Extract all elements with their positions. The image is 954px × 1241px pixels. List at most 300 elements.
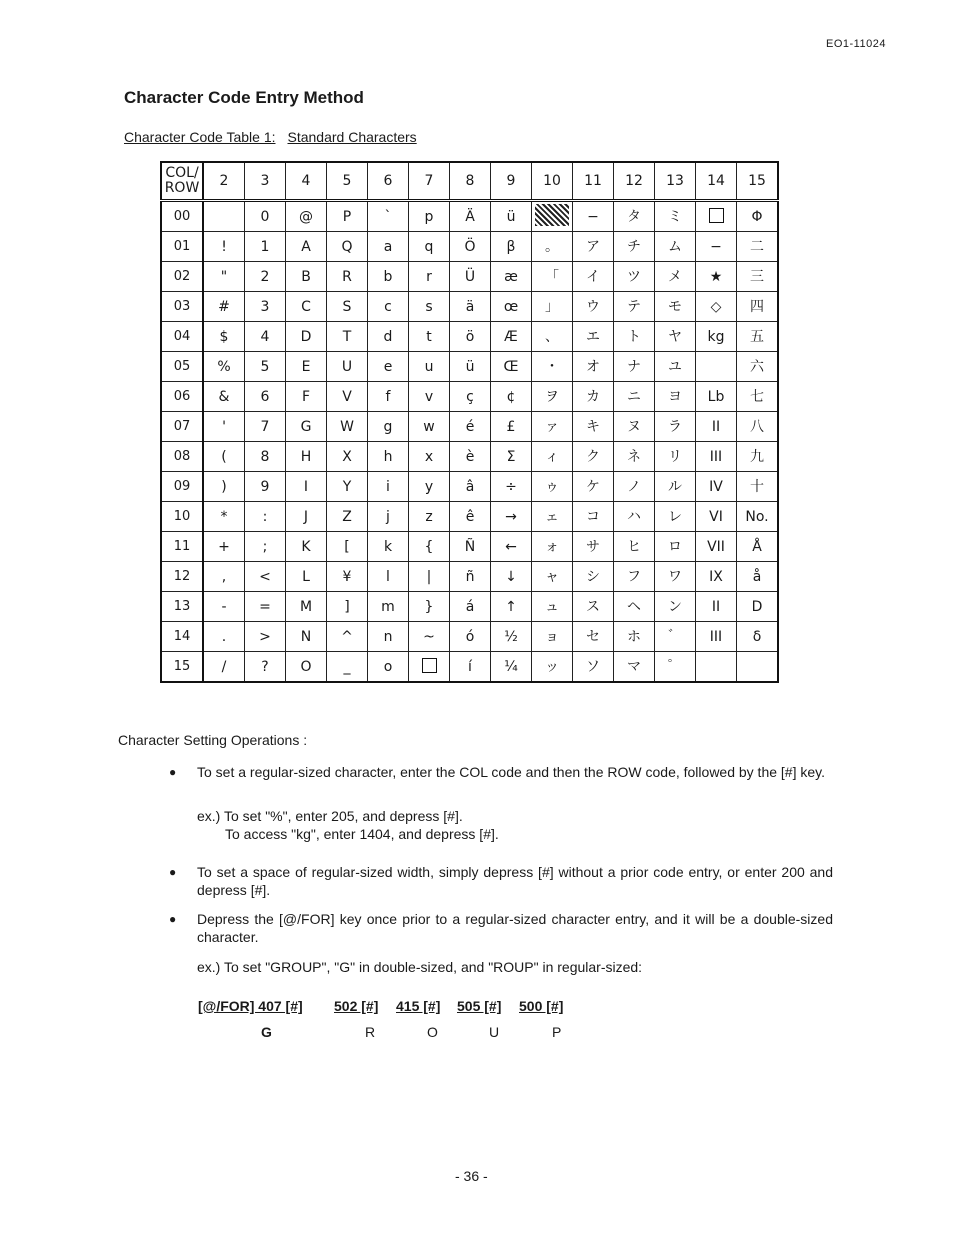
char-cell: , [203,562,245,592]
char-cell: [ [327,532,368,562]
char-cell: 。 [532,232,573,262]
char-cell: キ [573,412,614,442]
char-cell: 五 [737,322,779,352]
char-cell: ~ [409,622,450,652]
table-caption-name: Standard Characters [287,129,417,145]
char-cell: VI [696,502,737,532]
table-row [161,472,778,502]
char-cell: ス [573,592,614,622]
char-cell: ・ [532,352,573,382]
char-cell: イ [573,262,614,292]
char-cell: 7 [245,412,286,442]
char-cell: n [368,622,409,652]
char-cell: Ä [450,201,491,232]
row-header: 13 [161,592,203,622]
table-header-row [161,162,778,201]
char-cell: III [696,622,737,652]
char-cell: 0 [245,201,286,232]
row-header: 00 [161,201,203,232]
corner-col-label: COL/ [165,164,199,181]
char-cell: ツ [614,262,655,292]
char-cell: : [245,502,286,532]
char-cell: 三 [737,262,779,292]
column-header: 13 [655,162,696,201]
char-cell: V [327,382,368,412]
char-cell: A [286,232,327,262]
char-cell: d [368,322,409,352]
corner-row-label: ROW [164,180,200,196]
char-cell: m [368,592,409,622]
page-number: - 36 - [455,1168,488,1184]
char-cell: ) [203,472,245,502]
char-cell: テ [614,292,655,322]
row-header: 05 [161,352,203,382]
column-header: 3 [245,162,286,201]
row-header: 02 [161,262,203,292]
char-cell: VII [696,532,737,562]
char-cell [696,652,737,683]
char-cell: ä [450,292,491,322]
char-cell: K [286,532,327,562]
char-cell: Å [737,532,779,562]
char-cell: ト [614,322,655,352]
char-cell: 2 [245,262,286,292]
letter-g: G [261,1024,272,1040]
char-cell: ★ [696,262,737,292]
char-cell: 六 [737,352,779,382]
char-cell: 6 [245,382,286,412]
char-cell: 二 [737,232,779,262]
table-row [161,201,778,232]
char-cell: ホ [614,622,655,652]
column-header: 8 [450,162,491,201]
char-cell: q [409,232,450,262]
char-cell: Æ [491,322,532,352]
char-cell: Φ [737,201,779,232]
char-cell: æ [491,262,532,292]
table-row [161,652,778,683]
char-cell: カ [573,382,614,412]
table-row [161,382,778,412]
char-cell: £ [491,412,532,442]
char-cell: H [286,442,327,472]
char-cell: ゛ [655,622,696,652]
char-cell: Q [327,232,368,262]
char-cell: ォ [532,532,573,562]
table-row [161,502,778,532]
bullet-text: Depress the [@/FOR] key once prior to a regular-sized character entry, and it will be a double-sized character. [197,911,833,945]
char-cell: ó [450,622,491,652]
char-cell: Z [327,502,368,532]
char-cell: | [409,562,450,592]
char-cell: X [327,442,368,472]
char-cell: IX [696,562,737,592]
char-cell: . [203,622,245,652]
bullet-regular-size [169,763,833,781]
char-cell: s [409,292,450,322]
char-cell: ç [450,382,491,412]
char-cell: δ [737,622,779,652]
char-cell: " [203,262,245,292]
char-cell: ネ [614,442,655,472]
document-id: EO1-11024 [826,38,886,50]
char-cell: - [203,592,245,622]
char-cell: 七 [737,382,779,412]
char-cell: ヤ [655,322,696,352]
example-line: To access "kg", enter 1404, and depress [#]. [225,826,499,842]
char-cell: III [696,442,737,472]
char-cell: ゥ [532,472,573,502]
letter-p: P [552,1024,562,1040]
char-cell: Y [327,472,368,502]
char-cell: ム [655,232,696,262]
char-cell: ヌ [614,412,655,442]
char-cell: f [368,382,409,412]
char-cell: ` [368,201,409,232]
char-cell: ソ [573,652,614,683]
char-cell: C [286,292,327,322]
char-cell: セ [573,622,614,652]
char-cell [696,352,737,382]
char-cell: ュ [532,592,573,622]
char-cell: IV [696,472,737,502]
char-cell: ク [573,442,614,472]
table-row [161,592,778,622]
char-cell: 、 [532,322,573,352]
char-cell: u [409,352,450,382]
char-cell: 8 [245,442,286,472]
table-caption [124,129,417,145]
char-cell: v [409,382,450,412]
char-cell: N [286,622,327,652]
char-cell: マ [614,652,655,683]
table-corner-cell [161,162,203,201]
char-cell: ェ [532,502,573,532]
char-cell: ¥ [327,562,368,592]
key-entry: [@/FOR] 407 [#] [198,998,303,1014]
char-cell: 1 [245,232,286,262]
char-cell: ê [450,502,491,532]
char-cell: 四 [737,292,779,322]
row-header: 14 [161,622,203,652]
char-cell: II [696,592,737,622]
char-cell: o [368,652,409,683]
char-cell: é [450,412,491,442]
char-cell: l [368,562,409,592]
column-header: 14 [696,162,737,201]
char-cell: β [491,232,532,262]
char-cell: t [409,322,450,352]
char-cell: p [409,201,450,232]
key-entry: 500 [#] [519,998,564,1014]
table-row [161,562,778,592]
table-row [161,532,778,562]
char-cell: ウ [573,292,614,322]
row-header: 07 [161,412,203,442]
char-cell: ÷ [491,472,532,502]
bullet-icon: ● [169,765,177,779]
char-cell: z [409,502,450,532]
char-cell: − [573,201,614,232]
char-cell: チ [614,232,655,262]
operations-heading: Character Setting Operations : [118,732,308,748]
char-cell: ^ [327,622,368,652]
char-cell: フ [614,562,655,592]
box-glyph [409,652,450,683]
char-cell: ン [655,592,696,622]
table-row [161,352,778,382]
example-line: ex.) To set "%", enter 205, and depress [#]. [197,808,463,824]
table-row [161,412,778,442]
char-cell: ' [203,412,245,442]
char-cell: 9 [245,472,286,502]
char-cell: ロ [655,532,696,562]
char-cell: Lb [696,382,737,412]
char-cell: Ö [450,232,491,262]
char-cell: r [409,262,450,292]
column-header: 15 [737,162,779,201]
char-cell: Ñ [450,532,491,562]
char-cell: M [286,592,327,622]
row-header: 15 [161,652,203,683]
char-cell: コ [573,502,614,532]
char-cell: B [286,262,327,292]
char-cell: < [245,562,286,592]
char-cell: エ [573,322,614,352]
char-cell: − [696,232,737,262]
char-cell: ö [450,322,491,352]
char-cell: ケ [573,472,614,502]
row-header: 10 [161,502,203,532]
key-entry: 502 [#] [334,998,379,1014]
char-cell: R [327,262,368,292]
char-cell: ← [491,532,532,562]
char-cell: J [286,502,327,532]
char-cell: Σ [491,442,532,472]
char-cell: 十 [737,472,779,502]
char-cell: W [327,412,368,442]
char-cell: 「 [532,262,573,292]
char-cell: ! [203,232,245,262]
table-row [161,442,778,472]
bullet-text: To set a space of regular-sized width, simply depress [#] without a prior code entry, or enter 200 and depress [#]. [197,864,833,898]
char-cell: ゜ [655,652,696,683]
char-cell: c [368,292,409,322]
char-cell: ¼ [491,652,532,683]
char-cell: ½ [491,622,532,652]
char-cell [737,652,779,683]
column-header: 9 [491,162,532,201]
table-row [161,232,778,262]
char-cell: ñ [450,562,491,592]
char-cell: + [203,532,245,562]
letter-r: R [365,1024,376,1040]
char-cell: w [409,412,450,442]
example-line: ex.) To set "GROUP", "G" in double-sized, and "ROUP" in regular-sized: [197,959,643,975]
char-cell: D [286,322,327,352]
char-cell: ヨ [655,382,696,412]
char-cell: L [286,562,327,592]
char-cell: 」 [532,292,573,322]
char-cell: ; [245,532,286,562]
char-cell: b [368,262,409,292]
char-cell: @ [286,201,327,232]
char-cell: > [245,622,286,652]
char-cell: ? [245,652,286,683]
char-cell: í [450,652,491,683]
char-cell: P [327,201,368,232]
bullet-double-size [169,910,833,946]
bullet-text: To set a regular-sized character, enter the COL code and then the ROW code, followed by the [#] key. [197,764,826,780]
row-header: 12 [161,562,203,592]
column-header: 6 [368,162,409,201]
char-cell: ↓ [491,562,532,592]
char-cell: ニ [614,382,655,412]
char-cell: œ [491,292,532,322]
char-cell: D [737,592,779,622]
char-cell: h [368,442,409,472]
table-row [161,262,778,292]
char-cell: y [409,472,450,502]
char-cell: ] [327,592,368,622]
char-cell: F [286,382,327,412]
row-header: 08 [161,442,203,472]
char-cell: ナ [614,352,655,382]
char-cell: ( [203,442,245,472]
char-cell: メ [655,262,696,292]
section-title: Character Code Entry Method [124,88,364,107]
char-cell: II [696,412,737,442]
char-cell: i [368,472,409,502]
column-header: 10 [532,162,573,201]
char-cell: 3 [245,292,286,322]
char-cell: ヘ [614,592,655,622]
char-cell: _ [327,652,368,683]
char-cell: * [203,502,245,532]
char-cell: & [203,382,245,412]
row-header: 03 [161,292,203,322]
char-cell: モ [655,292,696,322]
char-cell: è [450,442,491,472]
column-header: 2 [203,162,245,201]
char-cell: I [286,472,327,502]
char-cell: { [409,532,450,562]
bullet-space [169,863,833,899]
row-header: 06 [161,382,203,412]
char-cell: á [450,592,491,622]
hatched-block-glyph [532,201,573,232]
char-cell: ィ [532,442,573,472]
char-cell: } [409,592,450,622]
char-cell: ッ [532,652,573,683]
column-header: 7 [409,162,450,201]
char-cell: ミ [655,201,696,232]
char-cell: x [409,442,450,472]
char-cell: Œ [491,352,532,382]
char-cell: kg [696,322,737,352]
char-cell: $ [203,322,245,352]
column-header: 12 [614,162,655,201]
char-cell: a [368,232,409,262]
char-cell: 4 [245,322,286,352]
char-cell: ü [491,201,532,232]
char-cell: ワ [655,562,696,592]
char-cell: ↑ [491,592,532,622]
char-cell: ユ [655,352,696,382]
char-cell: k [368,532,409,562]
example-double-size [197,958,642,976]
char-cell: ハ [614,502,655,532]
char-cell: オ [573,352,614,382]
char-cell: å [737,562,779,592]
row-header: 04 [161,322,203,352]
char-cell: ¢ [491,382,532,412]
char-cell: / [203,652,245,683]
box-glyph [696,201,737,232]
char-cell: g [368,412,409,442]
char-cell: O [286,652,327,683]
char-cell: % [203,352,245,382]
char-cell: E [286,352,327,382]
char-cell: = [245,592,286,622]
char-cell: No. [737,502,779,532]
table-row [161,622,778,652]
char-cell: ョ [532,622,573,652]
char-cell: S [327,292,368,322]
char-cell: ァ [532,412,573,442]
char-cell: T [327,322,368,352]
char-cell: シ [573,562,614,592]
char-cell: ◇ [696,292,737,322]
char-cell: 5 [245,352,286,382]
table-row [161,292,778,322]
key-entry: 505 [#] [457,998,502,1014]
char-cell: Ü [450,262,491,292]
letter-o: O [427,1024,438,1040]
row-header: 09 [161,472,203,502]
table-caption-prefix: Character Code Table 1: [124,129,276,145]
char-cell: ヒ [614,532,655,562]
char-cell: ラ [655,412,696,442]
char-cell: レ [655,502,696,532]
char-cell [203,201,245,232]
char-cell: ノ [614,472,655,502]
letter-u: U [489,1024,500,1040]
column-header: 5 [327,162,368,201]
key-entry: 415 [#] [396,998,441,1014]
char-cell: リ [655,442,696,472]
table-row [161,322,778,352]
char-cell: ャ [532,562,573,592]
char-cell: e [368,352,409,382]
char-cell: j [368,502,409,532]
bullet-icon: ● [169,865,177,879]
char-cell: # [203,292,245,322]
char-cell: ü [450,352,491,382]
column-header: 4 [286,162,327,201]
char-cell: ア [573,232,614,262]
column-header: 11 [573,162,614,201]
row-header: 01 [161,232,203,262]
bullet-icon: ● [169,912,177,926]
char-cell: U [327,352,368,382]
char-cell: タ [614,201,655,232]
char-cell: 八 [737,412,779,442]
row-header: 11 [161,532,203,562]
char-cell: サ [573,532,614,562]
char-cell: → [491,502,532,532]
character-code-table [160,161,779,683]
